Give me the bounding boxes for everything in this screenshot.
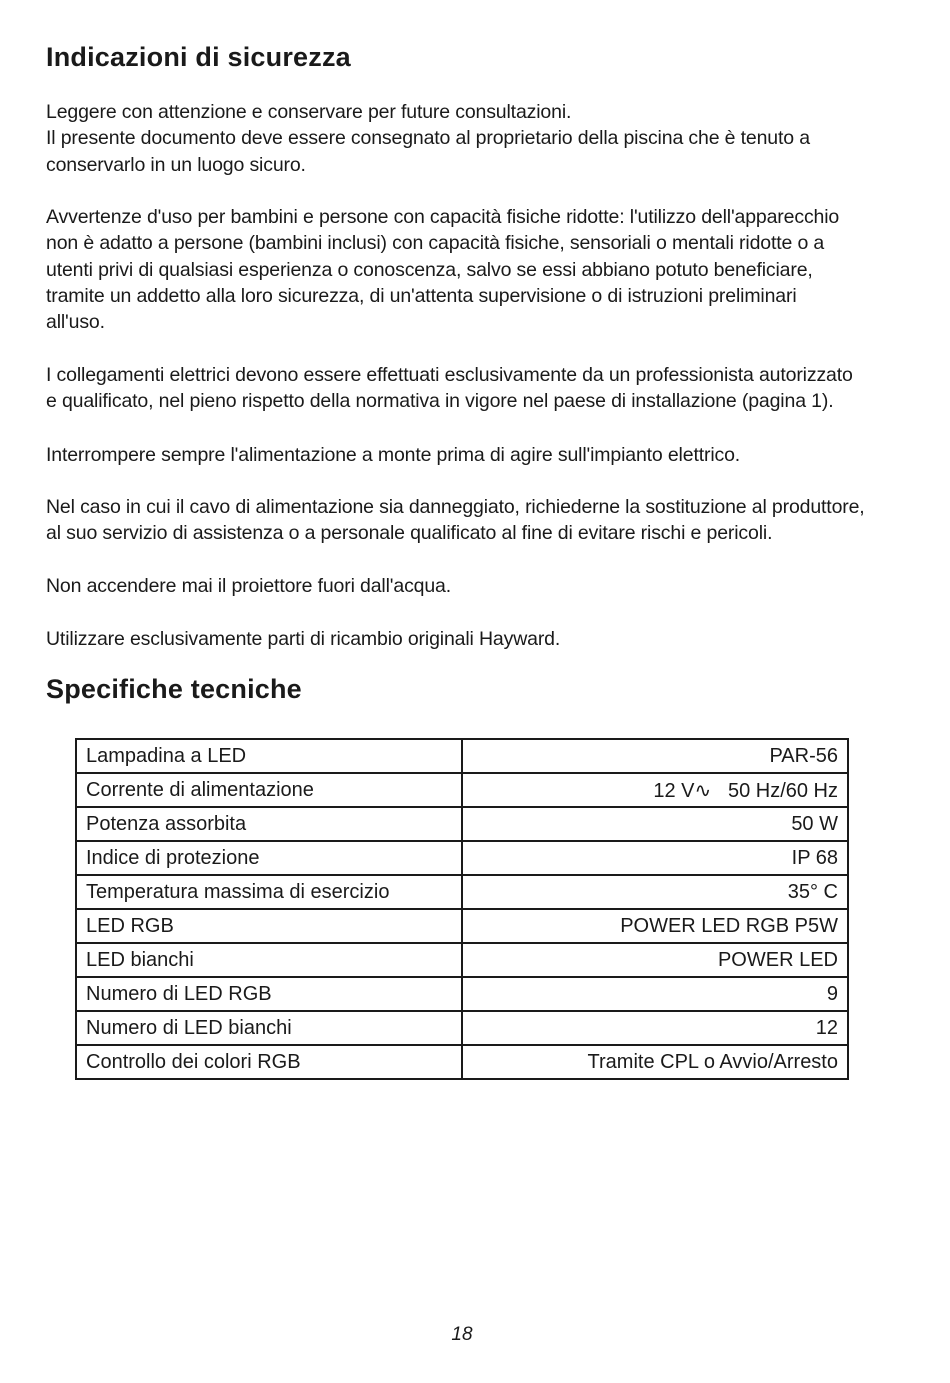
safety-paragraph [46,99,886,178]
spec-value: 50 W [462,807,848,841]
spec-label: Numero di LED bianchi [76,1011,462,1045]
spec-value: 12 V∿ 50 Hz/60 Hz [462,773,848,807]
table-row [76,807,848,841]
spec-value: POWER LED [462,943,848,977]
table-row [76,943,848,977]
table-row [76,1011,848,1045]
page-number: 18 [451,1324,473,1345]
table-row [76,977,848,1011]
text-line: utenti privi di qualsiasi esperienza o conoscenza, salvo se essi abbiano potuto beneficiare, [46,258,813,281]
safety-title: Indicazioni di sicurezza [46,42,351,72]
spec-label: Numero di LED RGB [76,977,462,1011]
table-row [76,875,848,909]
specs-title: Specifiche tecniche [46,674,302,704]
table-row [76,773,848,807]
spec-value: 35° C [462,875,848,909]
spec-label: Temperatura massima di esercizio [76,875,462,909]
text-line: conservarlo in un luogo sicuro. [46,153,306,176]
text-line: e qualificato, nel pieno rispetto della normativa in vigore nel paese di installazione (pagina 1). [46,390,834,413]
text-line: Nel caso in cui il cavo di alimentazione sia danneggiato, richiederne la sostituzione al produttore, [46,496,865,518]
text-line: tramite un addetto alla loro sicurezza, di un'attenta supervisione o di istruzioni preliminari [46,284,797,307]
text-line: Il presente documento deve essere consegnato al proprietario della piscina che è tenuto a [46,127,810,150]
text-line: all'uso. [46,311,105,334]
spec-label: Indice di protezione [76,841,462,875]
spec-label: Lampadina a LED [76,739,462,773]
spec-label: Corrente di alimentazione [76,773,462,807]
spec-value: 12 [462,1011,848,1045]
safety-paragraph [46,442,886,468]
spec-value: 9 [462,977,848,1011]
text-line: I collegamenti elettrici devono essere effettuati esclusivamente da un professionista autorizzato [46,364,853,386]
spec-value: PAR-56 [462,739,848,773]
safety-paragraph [46,362,886,415]
safety-paragraph [46,494,886,547]
text-line: al suo servizio di assistenza o a personale qualificato al fine di evitare rischi e pericoli. [46,522,773,545]
spec-label: Potenza assorbita [76,807,462,841]
safety-paragraph [46,204,886,335]
spec-label: LED bianchi [76,943,462,977]
spec-value: IP 68 [462,841,848,875]
spec-value: Tramite CPL o Avvio/Arresto [462,1045,848,1079]
text-line: Interrompere sempre l'alimentazione a monte prima di agire sull'impianto elettrico. [46,444,741,466]
text-line: non è adatto a persone (bambini inclusi) con capacità fisiche, sensoriali o mentali ridotte o a [46,232,825,255]
spec-value: POWER LED RGB P5W [462,909,848,943]
table-row [76,1045,848,1079]
table-row [76,739,848,773]
safety-paragraph [46,626,886,652]
specs-table [75,738,849,1080]
table-row [76,909,848,943]
table-row [76,841,848,875]
safety-paragraph [46,573,886,599]
text-line: Leggere con attenzione e conservare per future consultazioni. [46,101,572,123]
spec-label: Controllo dei colori RGB [76,1045,462,1079]
spec-label: LED RGB [76,909,462,943]
text-line: Utilizzare esclusivamente parti di ricambio originali Hayward. [46,628,561,650]
text-line: Non accendere mai il proiettore fuori dall'acqua. [46,575,452,597]
text-line: Avvertenze d'uso per bambini e persone con capacità fisiche ridotte: l'utilizzo dell'apparecchio [46,206,840,228]
